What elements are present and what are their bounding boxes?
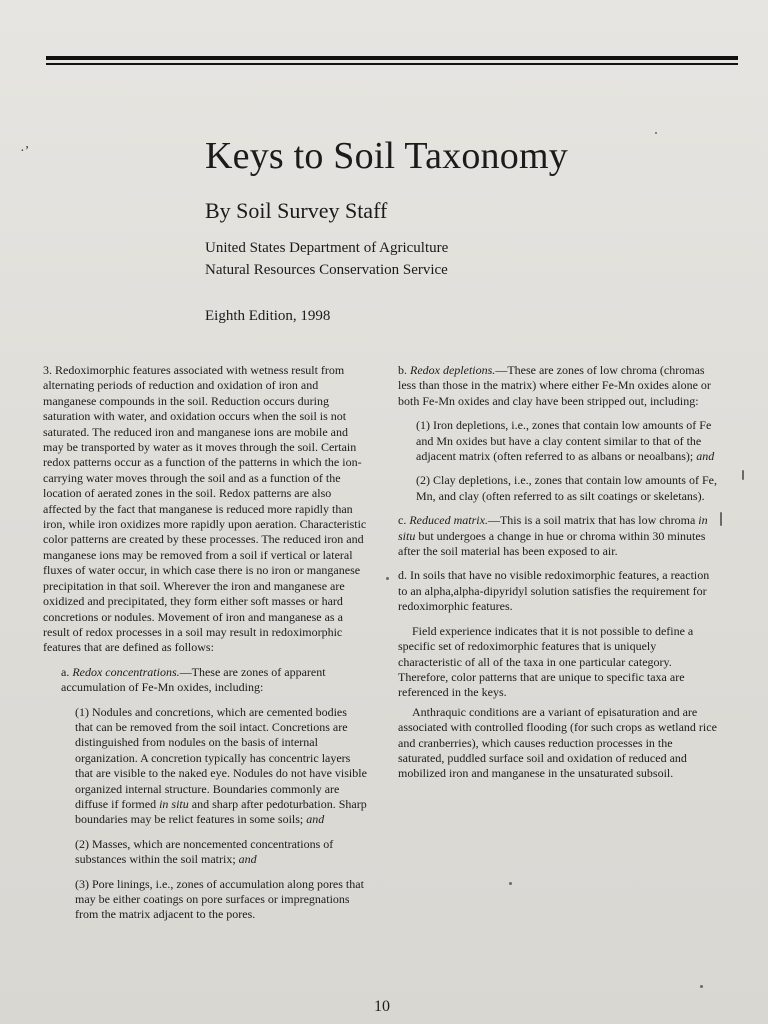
item-a1-text: (1) Nodules and concretions, which are cemented bodies that can be removed from the soil intact. Concretions are distinguished from nodules on the basis of internal organization. A concretion typically has concentric layers that are visible to the naked eye. Nodules do not have visible organized internal structure. Boundaries commonly are diffuse if formed: [75, 704, 367, 811]
item-a1-insitu: in situ: [159, 796, 189, 811]
document-title: Keys to Soil Taxonomy: [205, 135, 568, 177]
scan-dot: [655, 132, 657, 134]
item-c-text-2: but undergoes a change in hue or chroma within 30 minutes after the soil material has been exposed to air.: [398, 528, 706, 559]
item-d-dipyridyl: d. In soils that have no visible redoximorphic features, a reaction to an alpha,alpha-dipyridyl solution satisfies the requirement for redoximorphic features.: [398, 568, 710, 614]
item-a2-text: (2) Masses, which are noncemented concentrations of substances within the soil matrix;: [75, 836, 334, 867]
item-c-insitu: in situ: [398, 513, 708, 543]
left-column: [43, 363, 367, 932]
item-b-redox-depletions: [398, 363, 718, 409]
page-number: 10: [374, 998, 390, 1015]
header-rule-thin: [46, 63, 738, 65]
item-a1-text-2: and sharp after pedoturbation. Sharp boundaries may be relict features in some soils;: [75, 796, 367, 827]
item-a1-nodules: [43, 705, 367, 828]
item-b-text: —These are zones of low chroma (chromas less than those in the matrix) where either Fe-Mn oxides alone or both Fe-Mn oxides and clay have been stripped out, including:: [398, 363, 711, 408]
scan-dot: [509, 882, 512, 885]
item-b2-clay-depletions: (2) Clay depletions, i.e., zones that contain low amounts of Fe, Mn, and clay (often referred to as silt coatings or skeletans).: [416, 473, 717, 503]
scan-dot: [386, 577, 389, 580]
item-b1-and: and: [696, 449, 715, 464]
item-a1-and: and: [306, 812, 325, 827]
item-b-prefix: b.: [398, 363, 410, 377]
item-a2-and: and: [238, 852, 257, 867]
document-author: By Soil Survey Staff: [205, 198, 388, 223]
item-c-text-1: —This is a soil matrix that has low chroma: [487, 513, 699, 528]
item-a2-masses: [43, 837, 367, 868]
item-a-term: Redox concentrations.: [72, 664, 180, 679]
item-b1-text: (1) Iron depletions, i.e., zones that contain low amounts of Fe and Mn oxides but have a clay content similar to that of the adjacent matrix (often referred to as albans or neoalbans);: [416, 418, 712, 464]
item-a-prefix: a.: [61, 664, 73, 679]
scan-speck-icon: ·ʼ: [20, 144, 30, 159]
item-c-prefix: c.: [398, 513, 410, 528]
item-c-reduced-matrix: [398, 513, 718, 559]
header-rule-thick: [46, 56, 738, 60]
agency-line-2: Natural Resources Conservation Service: [205, 262, 448, 278]
item-b-term: Redox depletions.: [410, 363, 496, 377]
paragraph-anthraquic: Anthraquic conditions are a variant of episaturation and are associated with controlled flooding (for such crops as wetland rice and cranberries), which causes reduction processes in the saturated, puddled surface soil and oxidation of reduced and mobilized iron and manganese in the unsaturated subsoil.: [398, 704, 717, 781]
item-a3-pore-linings: (3) Pore linings, i.e., zones of accumulation along pores that may be either coatings on pore surfaces or impregnations from the matrix adjacent to the pores.: [75, 876, 364, 922]
item-a-redox-concentrations: [43, 665, 367, 696]
scan-dot: [700, 985, 703, 988]
item-b1-iron-depletions: [398, 418, 718, 464]
scan-mark: [742, 470, 744, 480]
paragraph-redoximorphic: 3. Redoximorphic features associated with wetness result from alternating periods of reduction and oxidation of iron and manganese compounds in the soil. Reduction occurs during saturation with water, and oxidation occurs when the soil is not saturated. The reduced iron and manganese ions are mobile and may be transported by water as it moves through the soil. Certain redox patterns occur as a function of the patterns in which the ion-carrying water moves through the soil and as a function of the location of aerated zones in the soil. Redox patterns are also affected by the fact that manganese is reduced more rapidly than iron, while iron oxidizes more rapidly upon aeration. Characteristic color patterns are created by these processes. The reduced iron and manganese ions may be removed from a soil if vertical or lateral fluxes of water occur, in which case there is no iron or manganese precipitation in that soil. Wherever the iron and manganese are oxidized and precipitated, they form either soft masses or hard concretions or nodules. Movement of iron and manganese as a result of redox processes in a soil may result in redoximorphic features that are defined as follows:: [43, 363, 367, 655]
right-column: [398, 363, 718, 791]
edition-line: Eighth Edition, 1998: [205, 308, 331, 324]
agency-line-1: United States Department of Agriculture: [205, 240, 449, 256]
item-c-term: Reduced matrix.: [409, 513, 488, 528]
scan-mark: [720, 512, 722, 526]
item-a-text: —These are zones of apparent accumulation of Fe-Mn oxides, including:: [61, 664, 326, 695]
paragraph-field-experience: Field experience indicates that it is not possible to define a specific set of redoximorphic features that is uniquely characteristic of all of the taxa in one particular category. Therefore, color patterns that are unique to specific taxa are referenced in the keys.: [398, 623, 694, 700]
